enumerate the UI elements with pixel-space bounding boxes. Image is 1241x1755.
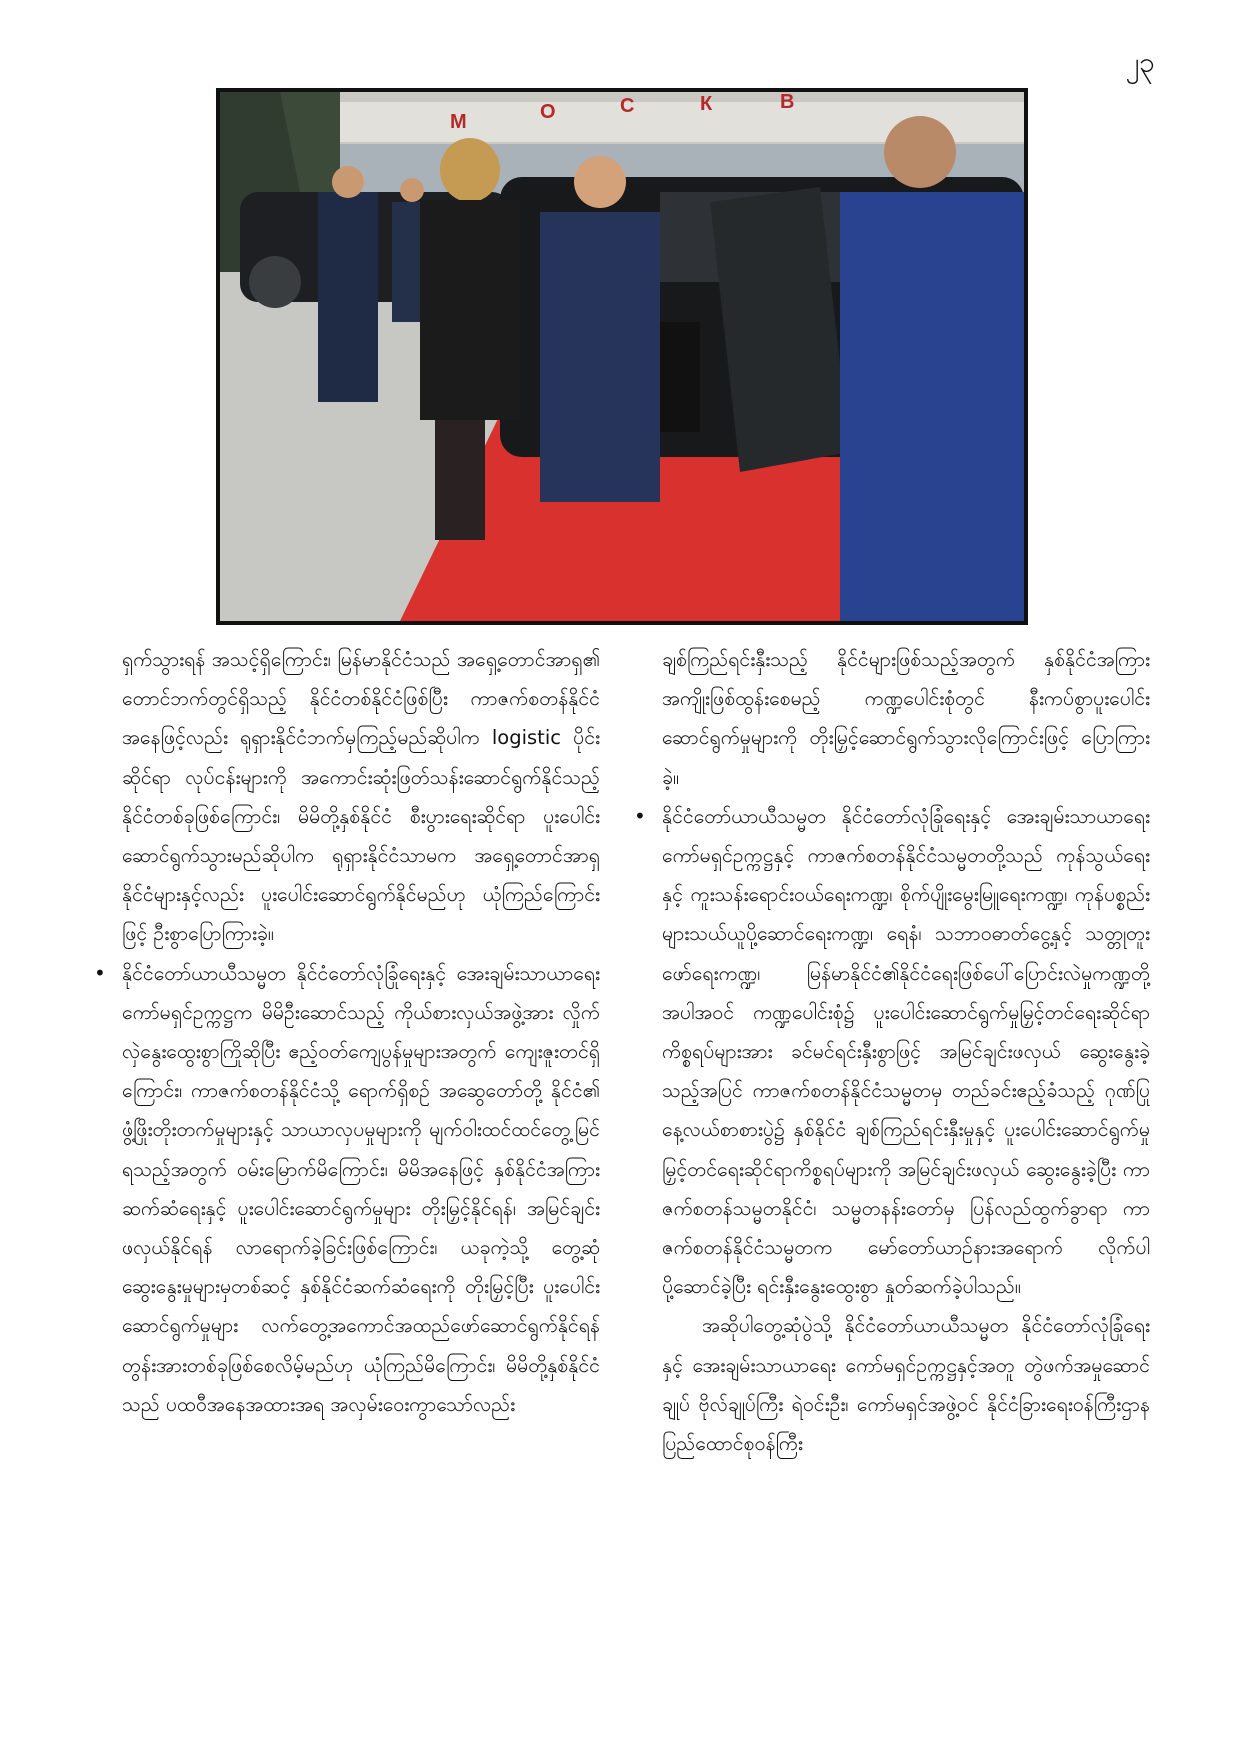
sign-letters: М xyxy=(450,111,467,133)
news-photo xyxy=(216,88,1028,625)
svg-text:О: О xyxy=(540,101,556,123)
right-bullet-1-text: နိုင်ငံတော်ယာယီသမ္မတ နိုင်ငံတော်လုံခြုံရေးနှင့် အေးချမ်းသာယာရေးကော်မရှင်ဥက္ကဋ္ဌနှင့် ကာဇက်စတန်နိုင်ငံသမ္မတတို့သည် ကုန်သွယ်ရေးနှင့် ကူးသန်းရောင်းဝယ်ရေးကဏ္ဍ၊ စိုက်ပျိုးမွေးမြူရေးကဏ္ဍ၊ ကုန်ပစ္စည်းများသယ်ယူပို့ဆောင်ရေးကဏ္ဍ၊ ရေနံ၊ သဘာဝဓာတ်ငွေ့နှင့် သတ္တုတူးဖော်ရေးကဏ္ဍ၊ မြန်မာနိုင်ငံ၏နိုင်ငံရေးဖြစ်ပေါ်ပြောင်းလဲမှုကဏ္ဍတို့အပါအဝင် ကဏ္ဍပေါင်းစုံ၌ ပူးပေါင်းဆောင်ရွက်မှုမြှင့်တင်ရေးဆိုင်ရာကိစ္စရပ်များအား ခင်မင်ရင်းနှီးစွာဖြင့် အမြင်ချင်းဖလှယ် ဆွေးနွေးခဲ့သည့်အပြင် ကာဇက်စတန်နိုင်ငံသမ္မတမှ တည်ခင်းဧည့်ခံသည့် ဂုဏ်ပြုနေ့လယ်စာစားပွဲ၌ နှစ်နိုင်ငံ ချစ်ကြည်ရင်းနှီးမှုနှင့် ပူးပေါင်းဆောင်ရွက်မှုမြှင့်တင်ရေးဆိုင်ရာကိစ္စရပ်များကို အမြင်ချင်းဖလှယ် ဆွေးနွေးခဲ့ပြီး ကာဇက်စတန်သမ္မတနိုင်ငံ၊ သမ္မတနန်းတော်မှ ပြန်လည်ထွက်ခွာရာ ကာဇက်စတန်နိုင်ငံသမ္မတက မော်တော်ယာဉ်နားအရောက် လိုက်ပါပို့ဆောင်ခဲ့ပြီး ရင်းနှီးနွေးထွေးစွာ နှုတ်ဆက်ခဲ့ပါသည်။ xyxy=(662,804,1150,1299)
right-paragraph-2: အဆိုပါတွေ့ဆုံပွဲသို့ နိုင်ငံတော်ယာယီသမ္မတ နိုင်ငံတော်လုံခြုံရေးနှင့် အေးချမ်းသာယာရေး ကော်မရှင်ဥက္ကဋ္ဌနှင့်အတူ တွဲဖက်အမှုဆောင်ချုပ် ဗိုလ်ချုပ်ကြီး ရဲဝင်းဦး၊ ကော်မရှင်အဖွဲ့ဝင် နိုင်ငံခြားရေးဝန်ကြီးဌာန ပြည်ထောင်စုဝန်ကြီး xyxy=(662,1314,1150,1456)
right-paragraph-1: ချစ်ကြည်ရင်းနှီးသည့် နိုင်ငံများဖြစ်သည့်အတွက် နှစ်နိုင်ငံအကြား အကျိုးဖြစ်ထွန်းစေမည့် ကဏ္ဍပေါင်းစုံတွင် နီးကပ်စွာပူးပေါင်းဆောင်ရွက်မှုများကို တိုးမြှင့်ဆောင်ရွက်သွားလိုကြောင်းဖြင့် ပြောကြားခဲ့။ xyxy=(662,648,1150,789)
right-bullet-1 xyxy=(634,797,1150,1307)
left-bullet-1-text: နိုင်ငံတော်ယာယီသမ္မတ နိုင်ငံတော်လုံခြုံရေးနှင့် အေးချမ်းသာယာရေးကော်မရှင်ဥက္ကဋ္ဌက မိမိဦးဆောင်သည့် ကိုယ်စားလှယ်အဖွဲ့အား လှိုက်လှဲနွေးထွေးစွာကြိုဆိုပြီး ဧည့်ဝတ်ကျေပွန်မှုများအတွက် ကျေးဇူးတင်ရှိကြောင်း၊ ကာဇက်စတန်နိုင်ငံသို့ ရောက်ရှိစဉ် အဆွေတော်တို့ နိုင်ငံ၏ ဖွံ့ဖြိုးတိုးတက်မှုများနှင့် သာယာလှပမှုများကို မျက်ဝါးထင်ထင်တွေ့မြင်ရသည့်အတွက် ဝမ်းမြောက်မိကြောင်း၊ မိမိအနေဖြင့် နှစ်နိုင်ငံအကြားဆက်ဆံရေးနှင့် ပူးပေါင်းဆောင်ရွက်မှုများ တိုးမြှင့်နိုင်ရန်၊ အမြင်ချင်းဖလှယ်နိုင်ရန် လာရောက်ခဲ့ခြင်းဖြစ်ကြောင်း၊ ယခုကဲ့သို့ တွေ့ဆုံဆွေးနွေးမှုများမှတစ်ဆင့် နှစ်နိုင်ငံဆက်ဆံရေးကို တိုးမြှင့်ပြီး ပူးပေါင်းဆောင်ရွက်မှုများ လက်တွေ့အကောင်အထည်ဖော်ဆောင်ရွက်နိုင်ရန် တွန်းအားတစ်ခုဖြစ်စေလိမ့်မည်ဟု ယုံကြည်မိကြောင်း၊ မိမိတို့နှစ်နိုင်ငံသည် ပထဝီအနေအထားအရ အလှမ်းဝေးကွာသော်လည်း xyxy=(122,961,600,1416)
bullet-icon: • xyxy=(94,960,106,985)
svg-text:В: В xyxy=(780,92,795,113)
left-paragraph-1: ရှက်သွားရန် အသင့်ရှိကြောင်း၊ မြန်မာနိုင်ငံသည် အရှေ့တောင်အာရှ၏ တောင်ဘက်တွင်ရှိသည့် နိုင်ငံတစ်နိုင်ငံဖြစ်ပြီး ကာဇက်စတန်နိုင်ငံအနေဖြင့်လည်း ရုရှားနိုင်ငံဘက်မှကြည့်မည်ဆိုပါက logistic ပိုင်းဆိုင်ရာ လုပ်ငန်းများကို အကောင်းဆုံးဖြတ်သန်းဆောင်ရွက်နိုင်သည့် နိုင်ငံတစ်ခုဖြစ်ကြောင်း၊ မိမိတို့နှစ်နိုင်ငံ စီးပွားရေးဆိုင်ရာ ပူးပေါင်းဆောင်ရွက်သွားမည်ဆိုပါက ရုရှားနိုင်ငံသာမက အရှေ့တောင်အာရှနိုင်ငံများနှင့်လည်း ပူးပေါင်းဆောင်ရွက်နိုင်မည်ဟု ယုံကြည်ကြောင်းဖြင့် ဦးစွာပြောကြားခဲ့။ xyxy=(122,648,600,946)
left-bullet-1 xyxy=(94,954,600,1424)
right-column xyxy=(634,640,1150,1463)
bullet-icon: • xyxy=(634,803,646,828)
svg-text:С: С xyxy=(620,95,635,117)
photo-illustration xyxy=(220,92,1024,621)
left-column xyxy=(94,640,600,1424)
page-number: ၂၃ xyxy=(1125,46,1155,79)
svg-text:К: К xyxy=(700,93,713,115)
